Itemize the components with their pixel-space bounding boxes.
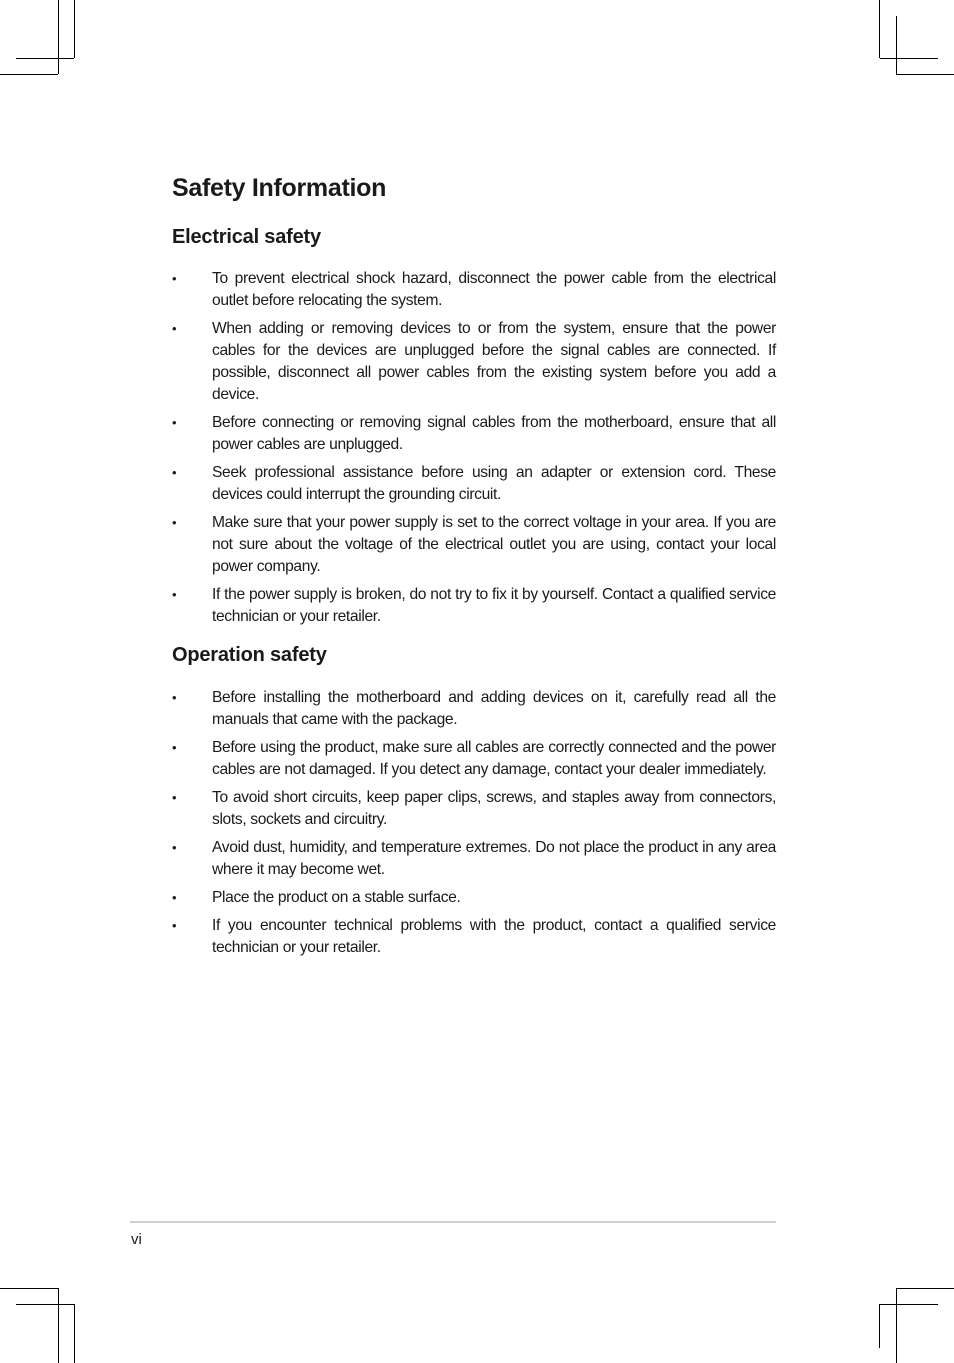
electrical-safety-list [172,268,776,634]
crop-mark [0,74,58,75]
list-item [172,584,776,628]
list-item [172,837,776,881]
list-item-text: To prevent electrical shock hazard, disconnect the power cable from the electrical outlet before relocating the system. [212,270,776,309]
list-item [172,887,776,909]
crop-mark [74,1304,75,1363]
list-item [172,915,776,959]
list-item [172,737,776,781]
list-item-text: Before installing the motherboard and adding devices on it, carefully read all the manuals that came with the package. [212,689,776,728]
bullet-icon: • [172,740,177,755]
bullet-icon: • [172,840,177,855]
list-item-text: Make sure that your power supply is set to the correct voltage in your area. If you are not sure about the voltage of the electrical outlet you are using, contact your local power company. [212,514,776,575]
list-item [172,412,776,456]
crop-mark [879,1304,880,1348]
operation-safety-list [172,687,776,965]
crop-mark [880,1304,938,1305]
list-item-text: Place the product on a stable surface. [212,889,461,906]
bullet-icon: • [172,918,177,933]
bullet-icon: • [172,587,177,602]
section-heading-electrical: Electrical safety [172,226,321,248]
list-item-text: To avoid short circuits, keep paper clips, screws, and staples away from connectors, slots, sockets and circuitry. [212,789,776,828]
page-title: Safety Information [172,174,387,202]
crop-mark [74,0,75,58]
list-item-text: When adding or removing devices to or from the system, ensure that the power cables for the devices are unplugged before the signal cables are connected. If possible, disconnect all power cables from the existing system before you add a device. [212,320,776,403]
crop-mark [879,0,880,58]
list-item [172,318,776,406]
page-number: vi [131,1231,142,1248]
crop-mark [896,1288,897,1363]
list-item-text: Before using the product, make sure all cables are correctly connected and the power cables are not damaged. If you detect any damage, contact your dealer immediately. [212,739,776,778]
list-item [172,512,776,578]
list-item [172,268,776,312]
crop-mark [896,74,954,75]
crop-mark [880,58,938,59]
list-item-text: Avoid dust, humidity, and temperature extremes. Do not place the product in any area where it may become wet. [212,839,776,878]
list-item-text: Seek professional assistance before using an adapter or extension cord. These devices could interrupt the grounding circuit. [212,464,776,503]
bullet-icon: • [172,465,177,480]
list-item [172,787,776,831]
crop-mark [16,1304,74,1305]
crop-mark [896,16,897,74]
crop-mark [58,1288,59,1363]
crop-mark [0,1288,58,1289]
bullet-icon: • [172,690,177,705]
bullet-icon: • [172,415,177,430]
list-item-text: If the power supply is broken, do not try to fix it by yourself. Contact a qualified service technician or your retailer. [212,586,776,625]
bullet-icon: • [172,790,177,805]
list-item [172,462,776,506]
list-item [172,687,776,731]
bullet-icon: • [172,271,177,286]
list-item-text: If you encounter technical problems with the product, contact a qualified service technician or your retailer. [212,917,776,956]
section-heading-operation: Operation safety [172,644,327,666]
crop-mark [16,58,74,59]
bullet-icon: • [172,890,177,905]
bullet-icon: • [172,515,177,530]
footer-divider [130,1221,776,1223]
crop-mark [58,0,59,74]
bullet-icon: • [172,321,177,336]
list-item-text: Before connecting or removing signal cables from the motherboard, ensure that all power cables are unplugged. [212,414,776,453]
crop-mark [896,1288,954,1289]
